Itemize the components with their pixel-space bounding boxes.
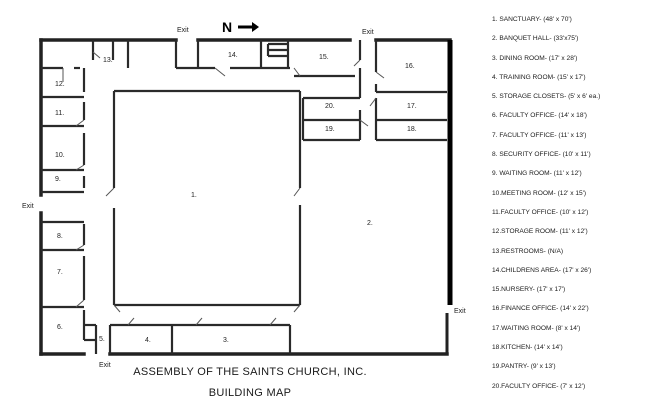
room-label-5: 5. <box>99 336 105 343</box>
room-label-9: 9. <box>55 176 61 183</box>
exit-label-south: Exit <box>99 362 111 369</box>
legend-item: 15.NURSERY- (17' x 17') <box>492 286 566 294</box>
legend-item: 1. SANCTUARY- (48' x 70') <box>492 16 572 23</box>
room-legend <box>492 10 648 396</box>
compass-label: N <box>222 19 233 35</box>
room-label-20: 20. <box>325 103 335 110</box>
legend-item: 17.WAITING ROOM- (8' x 14') <box>492 324 581 332</box>
room-label-7: 7. <box>57 269 63 276</box>
exit-label-north-east: Exit <box>362 29 374 36</box>
legend-item: 12.STORAGE ROOM- (11' x 12') <box>492 228 588 236</box>
legend-item: 16.FINANCE OFFICE- (14' x 22') <box>492 305 589 313</box>
room-label-6: 6. <box>57 324 63 331</box>
legend-item: 10.MEETING ROOM- (12' x 15') <box>492 189 587 197</box>
room-label-16: 16. <box>405 63 415 70</box>
room-label-17: 17. <box>407 103 417 110</box>
legend-item: 13.RESTROOMS- (N/A) <box>492 247 564 255</box>
legend-item: 18.KITCHEN- (14' x 14') <box>492 344 563 352</box>
legend-item: 7. FACULTY OFFICE- (11' x 13') <box>492 131 587 139</box>
legend-item: 2. BANQUET HALL- (33'x75') <box>492 35 579 43</box>
outer-walls <box>41 40 450 354</box>
caption-subtitle: BUILDING MAP <box>208 387 292 399</box>
exit-label-north-west: Exit <box>177 27 189 34</box>
legend-item: 19.PANTRY- (9' x 13') <box>492 363 556 371</box>
room-label-8: 8. <box>57 233 63 240</box>
room-label-14: 14. <box>228 52 238 59</box>
legend-item: 5. STORAGE CLOSETS- (5' x 6' ea.) <box>492 93 601 101</box>
room-label-3: 3. <box>223 337 229 344</box>
legend-item: 14.CHILDRENS AREA- (17' x 26') <box>492 266 592 274</box>
exit-label-east: Exit <box>454 308 466 315</box>
room-label-18: 18. <box>407 126 417 133</box>
legend-item: 6. FACULTY OFFICE- (14' x 18') <box>492 112 587 120</box>
doors <box>63 52 384 325</box>
caption-title: ASSEMBLY OF THE SAINTS CHURCH, INC. <box>133 366 367 378</box>
legend-item: 11.FACULTY OFFICE- (10' x 12') <box>492 208 589 216</box>
exit-label-west: Exit <box>22 203 34 210</box>
room-label-11: 11. <box>55 110 65 117</box>
room-label-15: 15. <box>319 54 329 61</box>
north-arrow-icon <box>238 22 259 32</box>
room-label-2: 2. <box>367 220 373 227</box>
interior-walls <box>41 40 447 354</box>
legend-item: 8. SECURITY OFFICE- (10' x 11') <box>492 151 591 159</box>
room-label-19: 19. <box>325 126 335 133</box>
room-label-4: 4. <box>145 337 151 344</box>
room-label-10: 10. <box>55 152 65 159</box>
room-label-12: 12. <box>55 81 65 88</box>
legend-item: 3. DINING ROOM- (17' x 28') <box>492 54 578 62</box>
room-label-1: 1. <box>191 192 197 199</box>
room-label-13: 13. <box>103 57 113 64</box>
legend-item: 4. TRAINING ROOM- (15' x 17') <box>492 73 586 81</box>
legend-item: 9. WAITING ROOM- (11' x 12') <box>492 170 582 178</box>
legend-item: 20.FACULTY OFFICE- (7' x 12') <box>492 382 586 390</box>
